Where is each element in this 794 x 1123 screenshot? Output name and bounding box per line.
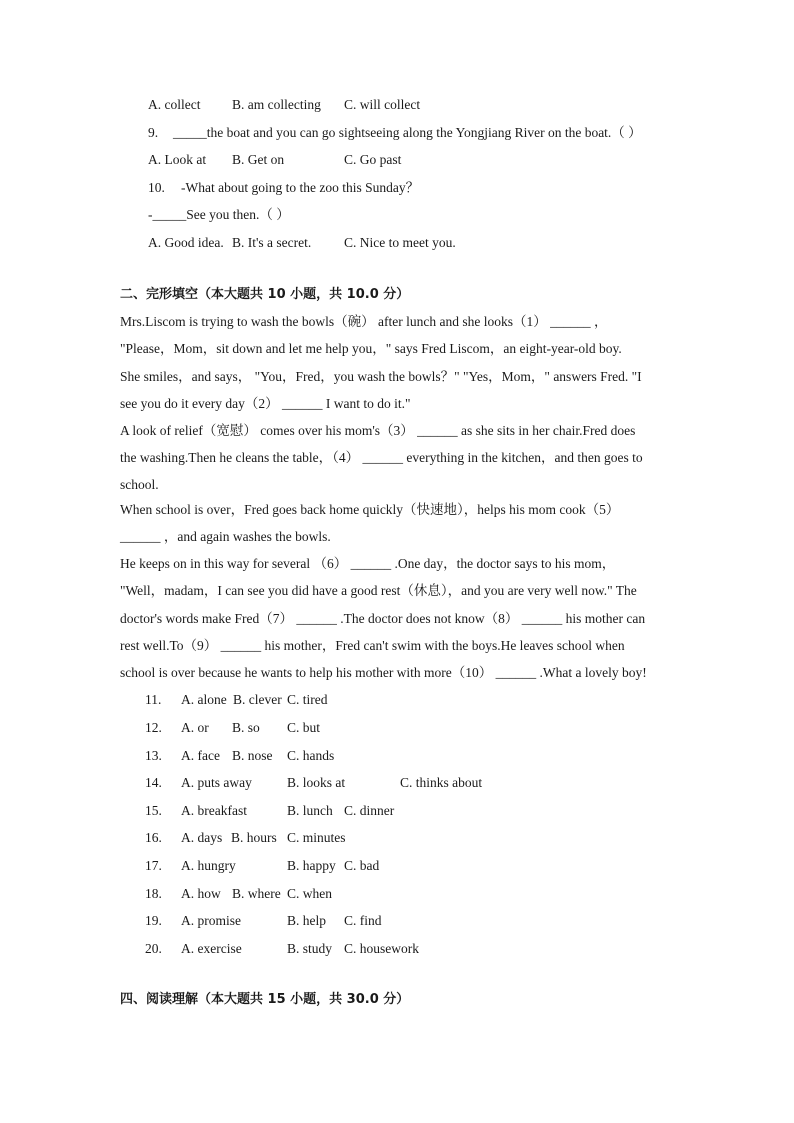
q9-option-a: A. Look at [148,152,207,167]
option-b: B. happy [287,858,336,873]
section-heading-reading: 四、阅读理解（本大题共 15 小题，共 30.0 分） [120,992,410,1007]
passage-line: Mrs.Liscom is trying to wash the bowls（碗） after lunch and she looks（1） ______ ， [120,314,608,329]
q10-option-a: A. Good idea. [148,235,224,250]
passage-line: He keeps on in this way for several （6） ______ .One day，the doctor says to his mom， [120,556,616,571]
question-number: 11. [145,692,162,707]
option-a: A. breakfast [181,803,247,818]
question-number: 17. [145,858,162,873]
passage-line: see you do it every day（2） ______ I want to do it." [120,396,411,411]
option-b: B. study [287,941,333,956]
q8-option-c: C. will collect [344,97,421,112]
question-number: 20. [145,941,162,956]
q9-text: _____the boat and you can go sightseeing along the Yongjiang River on the boat.（ ） [173,125,642,140]
q8-option-b: B. am collecting [232,97,321,112]
passage-line: "Please，Mom，sit down and let me help you，" says Fred Liscom，an eight-year-old boy. [120,341,622,356]
q10-text: -What about going to the zoo this Sunday？ [181,180,420,195]
option-c: C. thinks about [400,775,483,790]
passage-line: ______ ，and again washes the bowls. [120,529,331,544]
q10-number: 10. [148,180,165,195]
option-a: A. promise [181,913,241,928]
option-c: C. bad [344,858,380,873]
option-a: A. face [181,748,220,763]
option-c: C. when [287,886,332,901]
q10-option-b: B. It's a secret. [232,235,312,250]
passage-line: school is over because he wants to help his mother with more（10） ______ .What a lovely boy! [120,665,647,680]
section-heading-cloze: 二、完形填空（本大题共 10 小题，共 10.0 分） [120,287,410,302]
option-b: B. hours [231,830,277,845]
option-b: B. help [287,913,326,928]
option-a: A. days [181,830,223,845]
option-a: A. hungry [181,858,236,873]
option-a: A. or [181,720,209,735]
passage-line: She smiles，and says， "You，Fred，you wash the bowls？" "Yes，Mom，" answers Fred. "I [120,369,642,384]
passage-line: doctor's words make Fred（7） ______ .The doctor does not know（8） ______ his mother can [120,611,646,626]
option-c: C. minutes [287,830,346,845]
option-b: B. clever [233,692,282,707]
option-c: C. find [344,913,382,928]
passage-line: rest well.To（9） ______ his mother，Fred can't swim with the boys.He leaves school when [120,638,625,653]
option-c: C. hands [287,748,335,763]
option-c: C. housework [344,941,419,956]
option-a: A. how [181,886,221,901]
option-b: B. nose [232,748,273,763]
passage-line: "Well，madam，I can see you did have a good rest（休息），and you are very well now." The [120,583,637,598]
question-number: 13. [145,748,162,763]
q9-option-c: C. Go past [344,152,402,167]
option-c: C. dinner [344,803,395,818]
option-a: A. exercise [181,941,242,956]
q10-text-2: -_____See you then.（ ） [148,207,290,222]
question-number: 16. [145,830,162,845]
option-b: B. so [232,720,260,735]
question-number: 19. [145,913,162,928]
question-number: 12. [145,720,162,735]
option-c: C. but [287,720,321,735]
option-b: B. looks at [287,775,346,790]
option-c: C. tired [287,692,328,707]
q9-number: 9. [148,125,159,140]
option-b: B. where [232,886,281,901]
passage-line: school. [120,477,159,492]
passage-line: A look of relief（宽慰） comes over his mom's（3） ______ as she sits in her chair.Fred does [120,423,636,438]
option-a: A. puts away [181,775,252,790]
q9-option-b: B. Get on [232,152,285,167]
question-number: 14. [145,775,162,790]
passage-line: the washing.Then he cleans the table，（4） ______ everything in the kitchen，and then goes to [120,450,643,465]
q8-option-a: A. collect [148,97,201,112]
passage-line: When school is over，Fred goes back home quickly（快速地），helps his mom cook（5） [120,502,620,517]
question-number: 18. [145,886,162,901]
option-b: B. lunch [287,803,333,818]
q10-option-c: C. Nice to meet you. [344,235,456,250]
option-a: A. alone [181,692,227,707]
question-number: 15. [145,803,162,818]
